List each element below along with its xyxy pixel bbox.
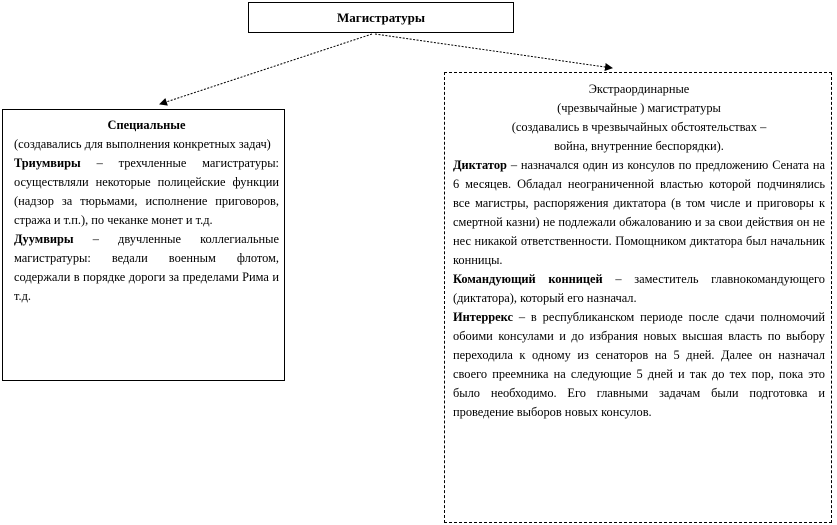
cavalry-commander-entry — [453, 270, 825, 308]
cavalry-commander-description: – заместитель главнокомандующего (диктатора), который его назначал. — [453, 272, 825, 305]
triumvirs-term: Триумвиры — [14, 156, 81, 170]
dictator-description: – назначался один из консулов по предложению Сената на 6 месяцев. Обладал неограниченной властью которой подчинялись все магистры, распоряжения диктатора (в том числе и приговоры к смертной казни) не подлежали обжалованию и за свои действия он не нес никакой ответственности. Помощником диктатора был начальник конницы. — [453, 158, 825, 267]
special-subheading: (создавались для выполнения конкретных задач) — [14, 137, 271, 151]
dictator-term: Диктатор — [453, 158, 507, 172]
cavalry-commander-term: Командующий конницей — [453, 272, 603, 286]
duumvirs-entry — [14, 230, 279, 306]
root-title: Магистратуры — [337, 9, 425, 25]
special-heading: Специальные — [107, 118, 186, 132]
interrex-term: Интеррекс — [453, 310, 513, 324]
magistracies-root-box — [248, 2, 514, 33]
interrex-entry — [453, 308, 825, 422]
extraordinary-heading: Экстраординарные (чрезвычайные ) магистратуры (создавались в чрезвычайных обстоятельствах – война, внутренние беспорядки). — [511, 82, 767, 153]
extraordinary-magistracies-box — [444, 72, 832, 523]
arrow-to-special — [160, 34, 372, 104]
special-magistracies-box — [2, 109, 285, 381]
duumvirs-description: – двучленные коллегиальные магистратуры: ведали военным флотом, содержали в порядке дороги за пределами Рима и т.д. — [14, 232, 279, 303]
interrex-description: – в республиканском периоде после сдачи полномочий обоими консулами и до избрания новых высшая власть по выбору переходила к одному из сенаторов на 5 дней. Далее он назначал своего преемника на следующие 5 дней и так до тех пор, пока это было необходимо. Его главными задачам были подготовка и проведение выборов новых консулов. — [453, 310, 825, 419]
triumvirs-entry — [14, 154, 279, 230]
dictator-entry — [453, 156, 825, 270]
arrow-to-extraordinary — [375, 34, 612, 68]
duumvirs-term: Дуумвиры — [14, 232, 74, 246]
triumvirs-description: – трехчленные магистратуры: осуществляли некоторые полицейские функции (надзор за тюрьмами, исполнение приговоров, стража и т.п.), по чеканке монет и т.д. — [14, 156, 279, 227]
